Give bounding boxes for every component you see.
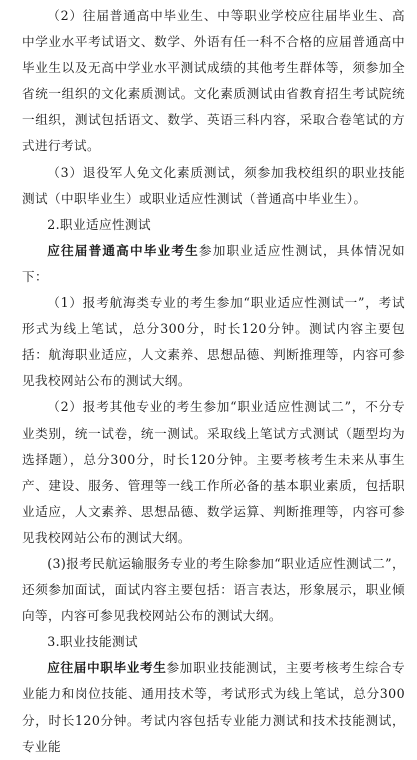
section-heading-adaptability-test: [22, 212, 405, 238]
paragraph-admission-groups: [22, 3, 405, 160]
heading-text: 3.职业技能测试: [47, 634, 138, 650]
paragraph-adaptability-intro: [22, 238, 405, 290]
paragraph-text: （2）往届普通高中毕业生、中等职业学校应往届毕业生、高中学业水平考试语文、数学、外语有任一科不合格的应届普通高中毕业生以及无高中学业水平测试成绩的其他考生群体等，须参加全省统一组织的文化素质测试。文化素质测试由省教育招生考试院统一组织，测试包括语文、数学、英语三科内容，采取合卷笔试的方式进行考试。: [22, 8, 405, 154]
paragraph-text: (3)报考民航运输服务专业的考生除参加“职业适应性测试二”，还须参加面试，面试内容主要包括：语言表达，形象展示，职业倾向等，内容可参见我校网站公布的测试大纲。: [22, 555, 405, 624]
paragraph-text: 参加职业技能测试，主要考核考生综合专业能力和岗位技能、通用技术等，考试形式为线上笔试，总分300分，时长120分钟。考试内容包括专业能力测试和技术技能测试，专业能: [22, 660, 405, 754]
paragraph-text: （3）退役军人免文化素质测试，须参加我校组织的职业技能测试（中职毕业生）或职业适应性测试（普通高中毕业生）。: [22, 164, 405, 206]
paragraph-skills-intro: [22, 655, 405, 759]
paragraph-text: （1）报考航海类专业的考生参加“职业适应性测试一”，考试形式为线上笔试，总分300分，时长120分钟。测试内容主要包括：航海职业适应，人文素养、思想品德、判断推理等，内容可参见我校网站公布的测试大纲。: [22, 295, 405, 389]
paragraph-text: 参加职业适应性测试，具体情况如下：: [22, 242, 405, 284]
paragraph-test-two: [22, 394, 405, 551]
section-heading-skills-test: [22, 629, 405, 655]
bold-lead-text: 应往届普通高中毕业考生: [47, 242, 199, 258]
paragraph-text: （2）报考其他专业的考生参加“职业适应性测试二”，不分专业类别，统一试卷，统一测试。采取线上笔试方式测试（题型均为选择题），总分300分，时长120分钟。主要考核考生未来从事生产、建设、服务、管理等一线工作所必备的基本职业素质，包括职业适应，人文素养、思想品德、数学运算、判断推理等，内容可参见我校网站公布的测试大纲。: [22, 399, 405, 545]
paragraph-aviation-interview: [22, 551, 405, 629]
paragraph-test-one: [22, 290, 405, 394]
bold-lead-text: 应往届中职毕业考生: [47, 660, 167, 676]
heading-text: 2.职业适应性测试: [47, 216, 151, 232]
paragraph-veterans: [22, 160, 405, 212]
